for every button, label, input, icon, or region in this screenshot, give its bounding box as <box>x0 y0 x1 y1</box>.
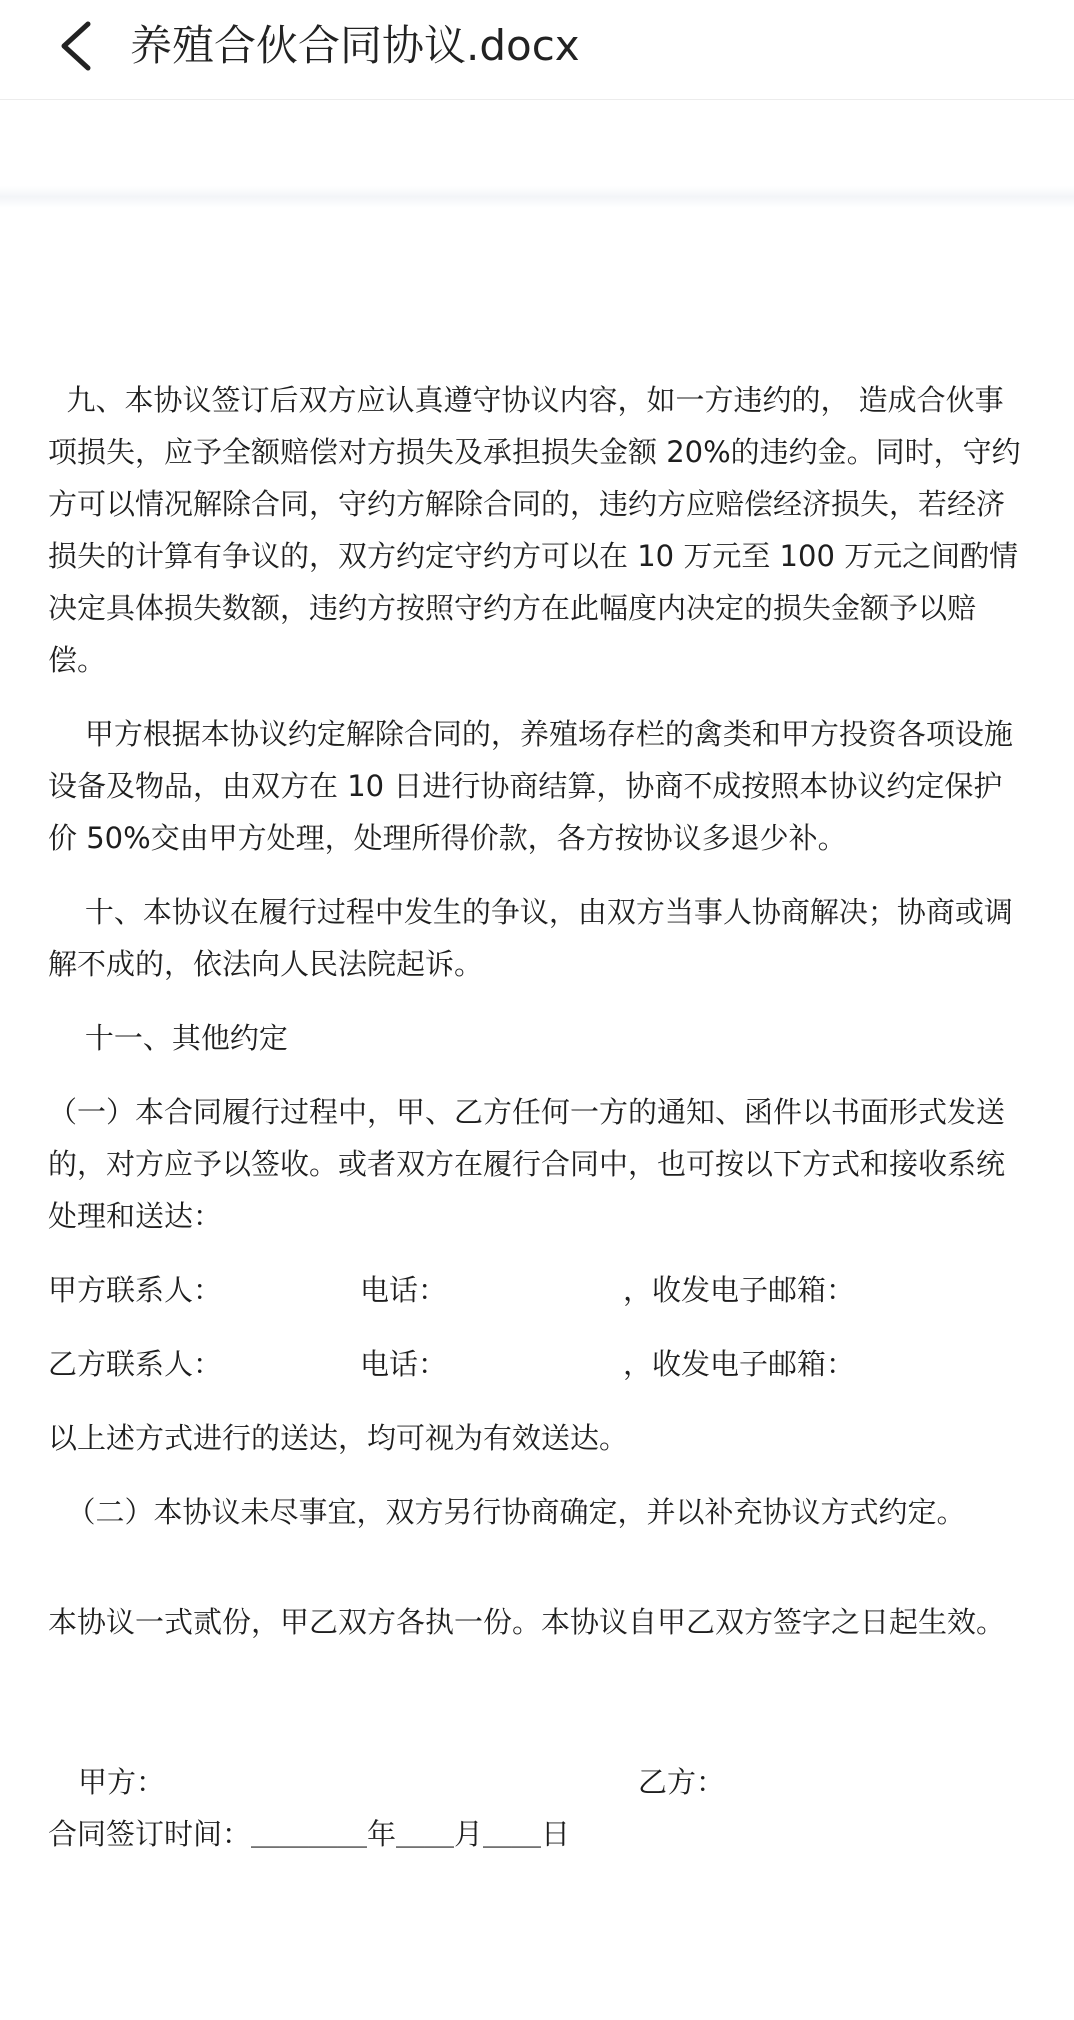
clause-11-2-paragraph: （二）本协议未尽事宜，双方另行协商确定，并以补充协议方式约定。 <box>48 1495 966 1529</box>
signing-date-line: 合同签订时间：＿＿＿＿年＿＿月＿＿日 <box>48 1817 571 1851</box>
back-button[interactable] <box>50 16 110 76</box>
copies-paragraph: 本协议一式贰份，甲乙双方各执一份。本协议自甲乙双方签字之日起生效。 <box>48 1605 1006 1639</box>
delivery-valid-paragraph: 以上述方式进行的送达，均可视为有效送达。 <box>48 1421 629 1455</box>
signature-row <box>48 1756 1028 1808</box>
party-b-contact-row <box>48 1338 1028 1390</box>
clause-11-1-paragraph: （一）本合同履行过程中，甲、乙方任何一方的通知、函件以书面形式发送的，对方应予以签收。或者双方在履行合同中，也可按以下方式和接收系统处理和送达： <box>48 1095 1006 1233</box>
party-a-phone-label: 电话： <box>360 1273 448 1307</box>
document-body[interactable] <box>48 374 1028 1860</box>
party-b-contact-label: 乙方联系人： <box>48 1347 223 1381</box>
party-a-contact-row <box>48 1264 1028 1316</box>
party-a-contact-label: 甲方联系人： <box>48 1273 223 1307</box>
page-break-shadow <box>0 186 1074 208</box>
clause-11-heading: 十一、其他约定 <box>48 1021 288 1055</box>
clause-9-termination-paragraph: 甲方根据本协议约定解除合同的，养殖场存栏的禽类和甲方投资各项设施设备及物品，由双方在 10 日进行协商结算，协商不成按照本协议约定保护价 50%交由甲方处理，处理所得价款，各方按协议多退少补。 <box>48 717 1013 855</box>
clause-9-paragraph: 九、本协议签订后双方应认真遵守协议内容，如一方违约的， 造成合伙事项损失，应予全额赔偿对方损失及承担损失金额 20%的违约金。同时，守约方可以情况解除合同，守约方解除合同的，违约方应赔偿经济损失，若经济损失的计算有争议的，双方约定守约方可以在 10 万元至 100 万元之间酌情决定具体损失数额，违约方按照守约方在此幅度内决定的损失金额予以赔偿。 <box>48 383 1021 677</box>
chevron-left-icon <box>50 16 110 76</box>
party-a-signature-label: 甲方： <box>78 1765 166 1799</box>
app-header <box>0 0 1074 100</box>
party-b-signature-label: 乙方： <box>638 1765 726 1799</box>
clause-10-paragraph: 十、本协议在履行过程中发生的争议，由双方当事人协商解决；协商或调解不成的，依法向人民法院起诉。 <box>48 895 1013 981</box>
party-b-phone-label: 电话： <box>360 1347 448 1381</box>
party-b-email-label: ，收发电子邮箱： <box>623 1347 856 1381</box>
party-a-email-label: ，收发电子邮箱： <box>623 1273 856 1307</box>
document-title: 养殖合伙合同协议.docx <box>130 21 580 70</box>
